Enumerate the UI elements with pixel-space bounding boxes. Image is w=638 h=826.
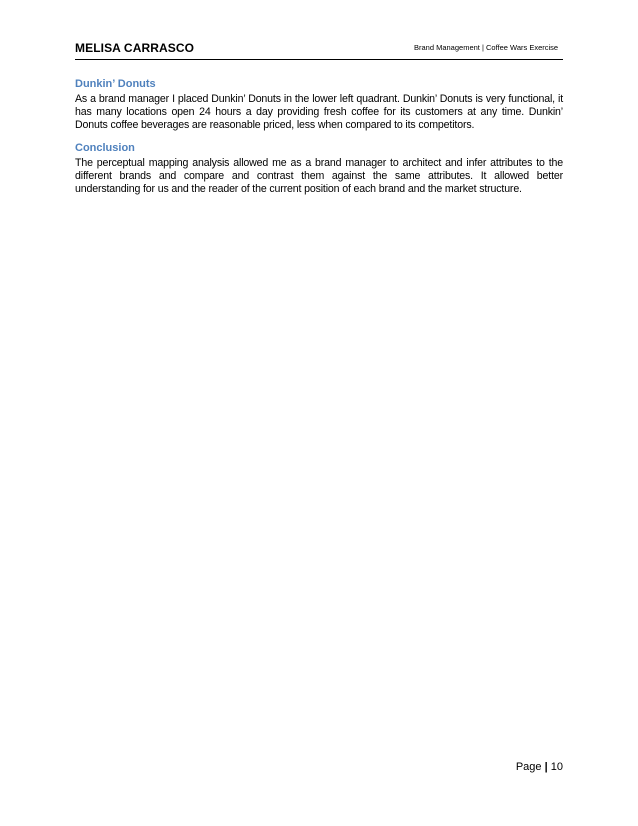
section-conclusion: [75, 142, 563, 196]
document-body: [75, 78, 563, 206]
section-heading: Dunkin’ Donuts: [75, 78, 156, 90]
page-header: [75, 41, 563, 60]
page-number: 10: [550, 761, 563, 773]
section-paragraph: The perceptual mapping analysis allowed me as a brand manager to architect and infer attributes to the different brands and compare and contrast them against the same attributes. It allowed better understanding for us and the reader of the current position of each brand and the market structure.: [75, 157, 563, 195]
course-title: Brand Management | Coffee Wars Exercise: [414, 43, 559, 52]
page-separator: |: [544, 761, 548, 773]
section-paragraph: As a brand manager I placed Dunkin’ Donuts in the lower left quadrant. Dunkin’ Donuts is very functional, it has many locations open 24 hours a day providing fresh coffee for its customers at any time. Dunkin’ Donuts coffee beverages are reasonable priced, less when compared to its competitors.: [75, 93, 563, 131]
page-footer: [516, 761, 563, 773]
section-dunkin-donuts: [75, 78, 563, 132]
author-name: MELISA CARRASCO: [75, 41, 195, 55]
section-heading: Conclusion: [75, 142, 135, 154]
page-label: Page: [515, 761, 542, 773]
